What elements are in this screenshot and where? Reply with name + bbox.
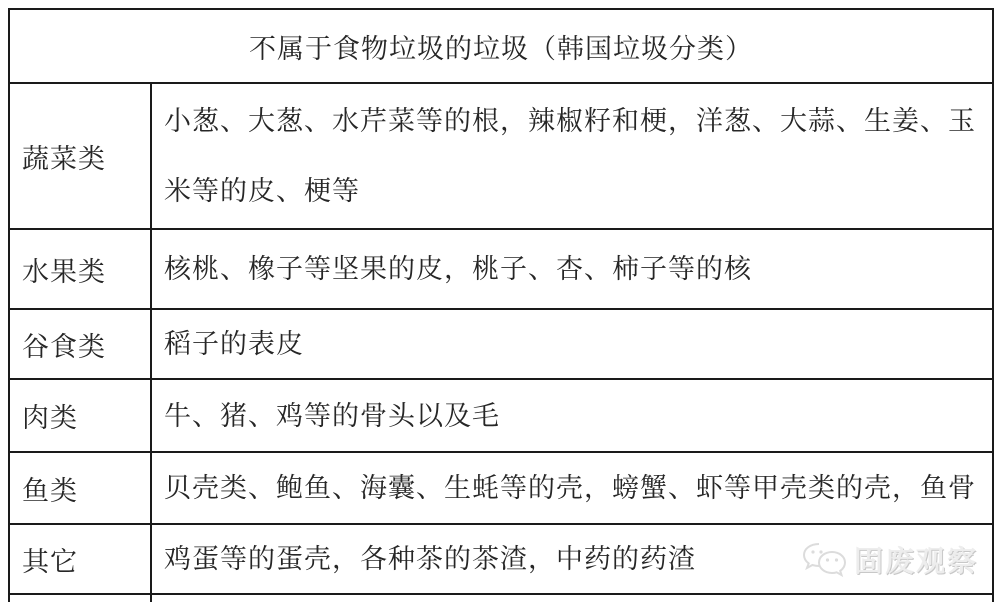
category-label: 其它 <box>22 546 78 577</box>
items-text: 稻子的表皮 <box>164 329 304 359</box>
items-cell <box>152 380 992 451</box>
items-cell <box>152 595 992 602</box>
waste-table <box>8 8 994 602</box>
items-text: 小葱、大葱、水芹菜等的根，辣椒籽和梗，洋葱、大蒜、生姜、玉米等的皮、梗等 <box>164 106 976 206</box>
category-cell <box>10 380 152 451</box>
table-title-row <box>10 10 992 84</box>
items-text: 贝壳类、鲍鱼、海囊、生蚝等的壳，螃蟹、虾等甲壳类的壳，鱼骨 <box>164 473 976 503</box>
items-cell <box>152 84 992 228</box>
items-cell <box>152 230 992 308</box>
watermark-label: 固废观察 <box>853 546 978 578</box>
table-title: 不属于食物垃圾的垃圾（韩国垃圾分类） <box>249 33 753 64</box>
table-row <box>10 84 992 230</box>
items-cell <box>152 310 992 378</box>
category-cell <box>10 310 152 378</box>
table-row <box>10 310 992 380</box>
items-cell <box>152 525 992 593</box>
items-text: 鸡蛋等的蛋壳，各种茶的茶渣，中药的药渣 <box>164 544 696 574</box>
table-row <box>10 230 992 310</box>
category-label: 蔬菜类 <box>22 143 106 174</box>
category-cell <box>10 84 152 228</box>
category-cell <box>10 230 152 308</box>
table-row <box>10 380 992 453</box>
category-label: 鱼类 <box>22 475 78 506</box>
items-cell <box>152 453 992 523</box>
table-row-cropped <box>10 595 992 602</box>
category-cell <box>10 525 152 593</box>
table-row <box>10 453 992 525</box>
items-text: 牛、猪、鸡等的骨头以及毛 <box>164 400 500 431</box>
category-cell <box>10 453 152 523</box>
category-label: 谷食类 <box>22 331 106 362</box>
category-cell <box>10 595 152 602</box>
category-label: 肉类 <box>22 403 78 433</box>
table-row <box>10 525 992 595</box>
items-text: 核桃、橡子等坚果的皮，桃子、杏、柿子等的核 <box>164 254 752 284</box>
category-label: 水果类 <box>22 256 106 287</box>
